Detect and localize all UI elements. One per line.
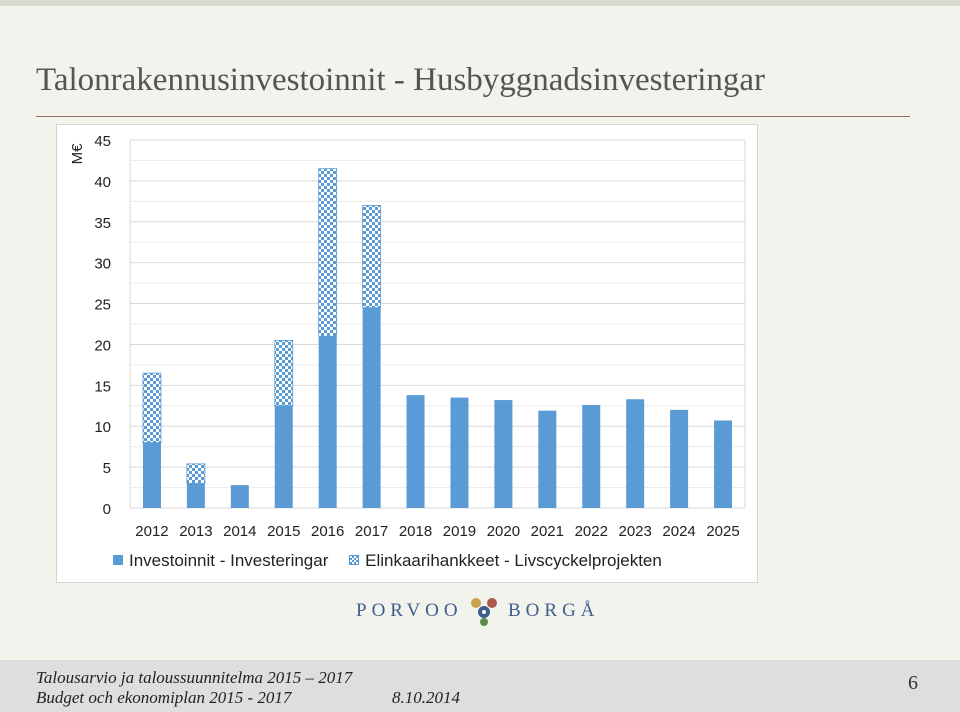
legend-label-lifecycle: Elinkaarihankkeet - Livscyckelprojekten bbox=[365, 551, 662, 570]
y-tick-labels bbox=[94, 133, 111, 518]
y-tick-label: 5 bbox=[102, 460, 111, 478]
bar-investment-2013 bbox=[187, 483, 205, 508]
y-tick-label: 15 bbox=[94, 378, 111, 396]
footer-date: 8.10.2014 bbox=[392, 688, 460, 707]
y-tick-label: 45 bbox=[94, 133, 111, 150]
legend-label-investments: Investoinnit - Investeringar bbox=[129, 551, 329, 570]
y-axis-unit-label: M€ bbox=[69, 143, 86, 165]
bars bbox=[143, 169, 732, 508]
bar-lifecycle-2016 bbox=[319, 169, 337, 337]
y-tick-label: 20 bbox=[94, 337, 111, 355]
footer-budget-title-sv: Budget och ekonomiplan 2015 - 2017 bbox=[36, 688, 292, 707]
x-tick-label-2025: 2025 bbox=[706, 523, 740, 540]
page-number: 6 bbox=[908, 672, 918, 694]
x-tick-label-2021: 2021 bbox=[530, 523, 565, 540]
footer-budget-title-fi: Talousarvio ja taloussuunnitelma 2015 – 2017 bbox=[36, 668, 353, 687]
y-tick-label: 40 bbox=[94, 173, 111, 191]
x-tick-label-2018: 2018 bbox=[398, 523, 433, 540]
logo-word-porvoo: PORVOO bbox=[356, 600, 463, 621]
legend-swatch-checkered bbox=[349, 555, 359, 565]
bar-investment-2018 bbox=[407, 395, 425, 508]
bar-investment-2021 bbox=[538, 411, 556, 508]
slide-title: Talonrakennusinvestoinnit - Husbyggnadsinvesteringar bbox=[36, 62, 766, 98]
legend-item-investments bbox=[113, 551, 328, 571]
bar-investment-2025 bbox=[714, 420, 732, 508]
bar-investment-2023 bbox=[626, 399, 644, 508]
x-tick-label-2016: 2016 bbox=[310, 523, 345, 540]
x-tick-label-2013: 2013 bbox=[179, 523, 213, 540]
y-tick-label: 0 bbox=[102, 501, 111, 518]
x-tick-label-2020: 2020 bbox=[486, 523, 521, 540]
logo-word-borga: BORGÅ bbox=[508, 600, 600, 621]
bar-lifecycle-2015 bbox=[275, 340, 293, 405]
bar-investment-2024 bbox=[670, 410, 688, 508]
bar-investment-2016 bbox=[319, 336, 337, 508]
x-tick-label-2015: 2015 bbox=[267, 523, 301, 540]
x-tick-label-2022: 2022 bbox=[574, 523, 608, 540]
bar-investment-2012 bbox=[143, 443, 161, 508]
y-tick-label: 35 bbox=[94, 214, 111, 232]
legend-item-lifecycle bbox=[349, 551, 662, 571]
x-tick-labels bbox=[135, 523, 739, 540]
x-tick-label-2023: 2023 bbox=[618, 523, 652, 540]
bar-lifecycle-2017 bbox=[363, 205, 381, 307]
x-tick-label-2017: 2017 bbox=[354, 523, 389, 540]
x-tick-label-2012: 2012 bbox=[135, 523, 169, 540]
bar-investment-2022 bbox=[582, 405, 600, 508]
x-tick-label-2019: 2019 bbox=[442, 523, 477, 540]
x-tick-label-2014: 2014 bbox=[223, 523, 257, 540]
bar-investment-2017 bbox=[363, 308, 381, 508]
bar-lifecycle-2013 bbox=[187, 464, 205, 484]
bar-investment-2014 bbox=[231, 485, 249, 508]
bar-investment-2020 bbox=[494, 400, 512, 508]
gridlines bbox=[130, 140, 745, 508]
bar-lifecycle-2012 bbox=[143, 373, 161, 443]
y-tick-label: 30 bbox=[94, 255, 111, 273]
bar-investment-2015 bbox=[275, 406, 293, 508]
chart-legend bbox=[113, 551, 678, 571]
y-tick-label: 25 bbox=[94, 296, 111, 314]
legend-swatch-solid bbox=[113, 555, 123, 565]
bar-investment-2019 bbox=[450, 398, 468, 508]
y-tick-label: 10 bbox=[94, 419, 111, 437]
x-tick-label-2024: 2024 bbox=[662, 523, 696, 540]
city-emblem-icon bbox=[466, 592, 502, 628]
